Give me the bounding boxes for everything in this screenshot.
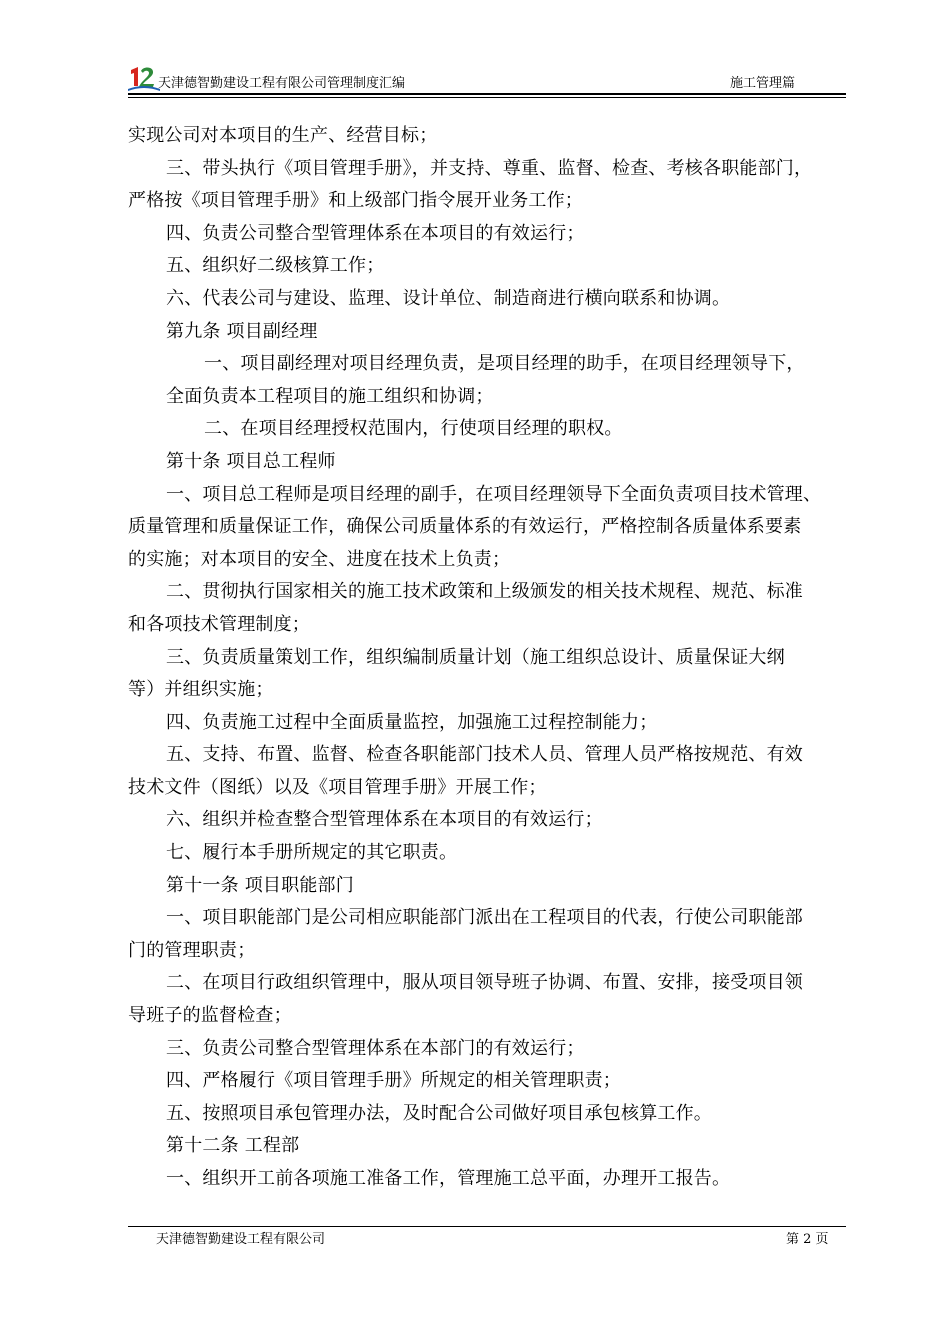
- header-title: 天津德智勤建设工程有限公司管理制度汇编: [158, 76, 406, 91]
- paragraph-line: 五、组织好二级核算工作；: [166, 255, 385, 277]
- paragraph-line: 的实施；对本项目的安全、进度在技术上负责；: [128, 548, 511, 570]
- paragraph-line: 四、严格履行《项目管理手册》所规定的相关管理职责；: [166, 1070, 621, 1092]
- article-heading: 第十条 项目总工程师: [166, 450, 336, 472]
- paragraph-line: 一、项目职能部门是公司相应职能部门派出在工程项目的代表，行使公司职能部: [166, 907, 803, 929]
- paragraph-line: 一、项目总工程师是项目经理的副手，在项目经理领导下全面负责项目技术管理、: [166, 483, 822, 505]
- article-heading: 第十二条 工程部: [166, 1135, 300, 1157]
- company-logo-icon: [128, 64, 160, 92]
- paragraph-line: 严格按《项目管理手册》和上级部门指令展开业务工作；: [128, 190, 583, 212]
- paragraph-line: 质量管理和质量保证工作，确保公司质量体系的有效运行，严格控制各质量体系要素: [128, 516, 802, 538]
- paragraph-line: 一、组织开工前各项施工准备工作，管理施工总平面，办理开工报告。: [166, 1168, 731, 1189]
- paragraph-line: 五、支持、布置、监督、检查各职能部门技术人员、管理人员严格按规范、有效: [166, 744, 803, 766]
- article-heading: 第十一条 项目职能部门: [166, 874, 354, 896]
- paragraph-line: 七、履行本手册所规定的其它职责。: [166, 842, 458, 864]
- page-header: [128, 64, 846, 94]
- paragraph-line: 三、负责公司整合型管理体系在本部门的有效运行；: [166, 1037, 585, 1059]
- paragraph-line: 三、负责质量策划工作，组织编制质量计划（施工组织总设计、质量保证大纲: [166, 646, 785, 668]
- paragraph-line: 五、按照项目承包管理办法，及时配合公司做好项目承包核算工作。: [166, 1102, 712, 1124]
- page-number: 第 2 页: [786, 1232, 829, 1247]
- document-body: [128, 120, 848, 1196]
- paragraph-line: 等）并组织实施；: [128, 679, 274, 701]
- header-section: 施工管理篇: [730, 76, 796, 91]
- paragraph-line: 二、贯彻执行国家相关的施工技术政策和上级颁发的相关技术规程、规范、标准: [166, 581, 803, 603]
- paragraph-line: 六、代表公司与建设、监理、设计单位、制造商进行横向联系和协调。: [166, 287, 731, 309]
- paragraph-line: 全面负责本工程项目的施工组织和协调；: [166, 385, 494, 407]
- header-divider-thin: [128, 97, 846, 98]
- paragraph-line: 六、组织并检查整合型管理体系在本项目的有效运行；: [166, 809, 603, 831]
- header-divider: [128, 93, 846, 95]
- footer-divider: [128, 1226, 846, 1227]
- paragraph-line: 技术文件（图纸）以及《项目管理手册》开展工作；: [128, 776, 547, 798]
- paragraph-line: 二、在项目经理授权范围内，行使项目经理的职权。: [204, 418, 623, 440]
- article-heading: 第九条 项目副经理: [166, 320, 318, 342]
- paragraph-line: 和各项技术管理制度；: [128, 613, 310, 635]
- paragraph-line: 门的管理职责；: [128, 939, 256, 961]
- paragraph-line: 三、带头执行《项目管理手册》，并支持、尊重、监督、检查、考核各职能部门，: [166, 157, 813, 179]
- footer-company: 天津德智勤建设工程有限公司: [156, 1232, 326, 1247]
- paragraph-line: 四、负责施工过程中全面质量监控，加强施工过程控制能力；: [166, 711, 658, 733]
- paragraph-line: 二、在项目行政组织管理中，服从项目领导班子协调、布置、安排，接受项目领: [166, 972, 803, 994]
- paragraph-line: 四、负责公司整合型管理体系在本项目的有效运行；: [166, 222, 585, 244]
- paragraph-line: 一、项目副经理对项目经理负责，是项目经理的助手，在项目经理领导下，: [204, 353, 805, 375]
- paragraph-line: 导班子的监督检查；: [128, 1005, 292, 1027]
- paragraph-line: 实现公司对本项目的生产、经营目标；: [128, 125, 438, 146]
